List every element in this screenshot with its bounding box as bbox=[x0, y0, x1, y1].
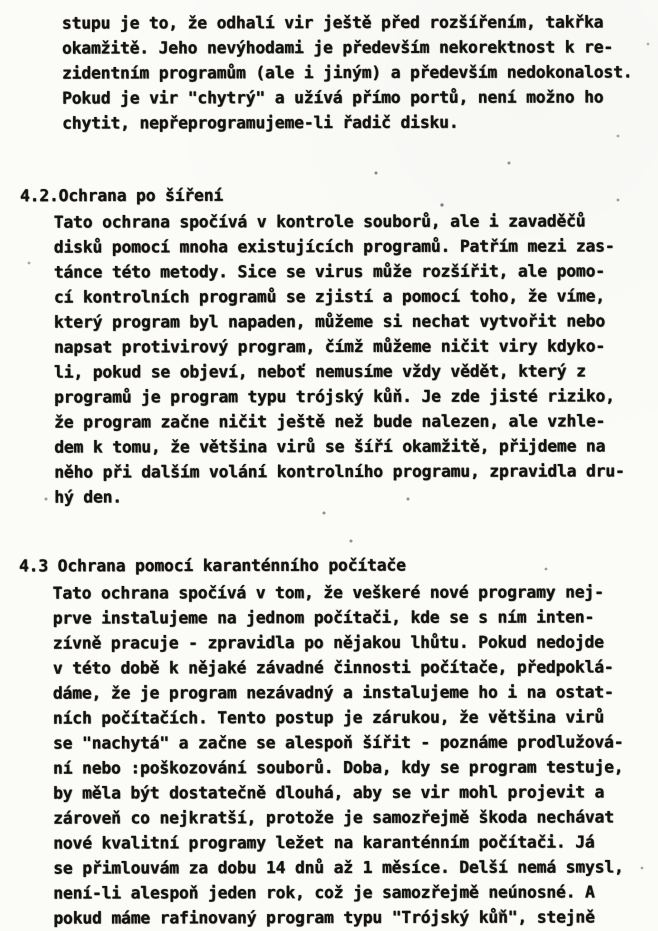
scan-noise-specks bbox=[0, 0, 2, 2]
intro-paragraph: stupu je to, že odhalí vir ještě před rozšířením, takřka okamžitě. Jeho nevýhodami je především nekorektnost k re- zidentním programům (ale i jiným) a především nedokonalost. Pokud je vir "chytrý" a užívá přímo portů, není možno ho chytit, nepřeprogramujeme-li řadič disku. bbox=[61, 12, 633, 133]
section-heading-4-3: 4.3 Ochrana pomocí karanténního počítače bbox=[18, 555, 406, 576]
section-body-4-2: Tato ochrana spočívá v kontrole souborů, ale i zavaděčů disků pomocí mnoha existujících programů. Patřím mezi zas- tánce této metody. Sice se virus může rozšířit, ale pomo- cí kontrolních programů se zjistí a pomocí toho, že víme, který program byl napaden, můžeme si nechat vytvořit nebo napsat protivirový program, čímž můžeme ničit viry kdyko- li, pokud se objeví, neboť nemusíme vždy vědět, který z programů je program typu trójský kůň. Je zde jisté riziko, že program začne ničit ještě než bude nalezen, ale vzhle- dem k tomu, že většina virů se šíří okamžitě, přijdeme na něho při dalším volání kontrolního programu, zpravidla dru- hý den. bbox=[53, 211, 625, 507]
section-heading-4-2: 4.2.Ochrana po šíření bbox=[19, 185, 224, 206]
section-body-4-3: Tato ochrana spočívá v tom, že veškeré nové programy nej- prve instalujeme na jednom počítači, kde se s ním inten- zívně pracuje - zpravidla po nějakou lhůtu. Pokud nedojde v této době k nějaké závadné činnosti počítače, předpoklá- dáme, že je program nezávadný a instalujeme ho i na ostat- ních počítačích. Tento postup je zárukou, že většina virů se "nachytá" a začne se alespoň šířit - poznáme prodlužová- ní nebo :poškozování souborů. Doba, kdy se program testuje, by měla být dostatečně dlouhá, aby se vir mohl projevit a zároveň co nejkratší, protože je samozřejmě škoda nechávat nové kvalitní programy ležet na karanténním počítači. Já se přimlouvám za dobu 14 dnů až 1 měsíce. Delší nemá smysl, není-li alespoň jeden rok, což je samozřejmě neúnosné. A pokud máme rafinovaný program typu "Trójský kůň", stejně bbox=[52, 582, 624, 928]
